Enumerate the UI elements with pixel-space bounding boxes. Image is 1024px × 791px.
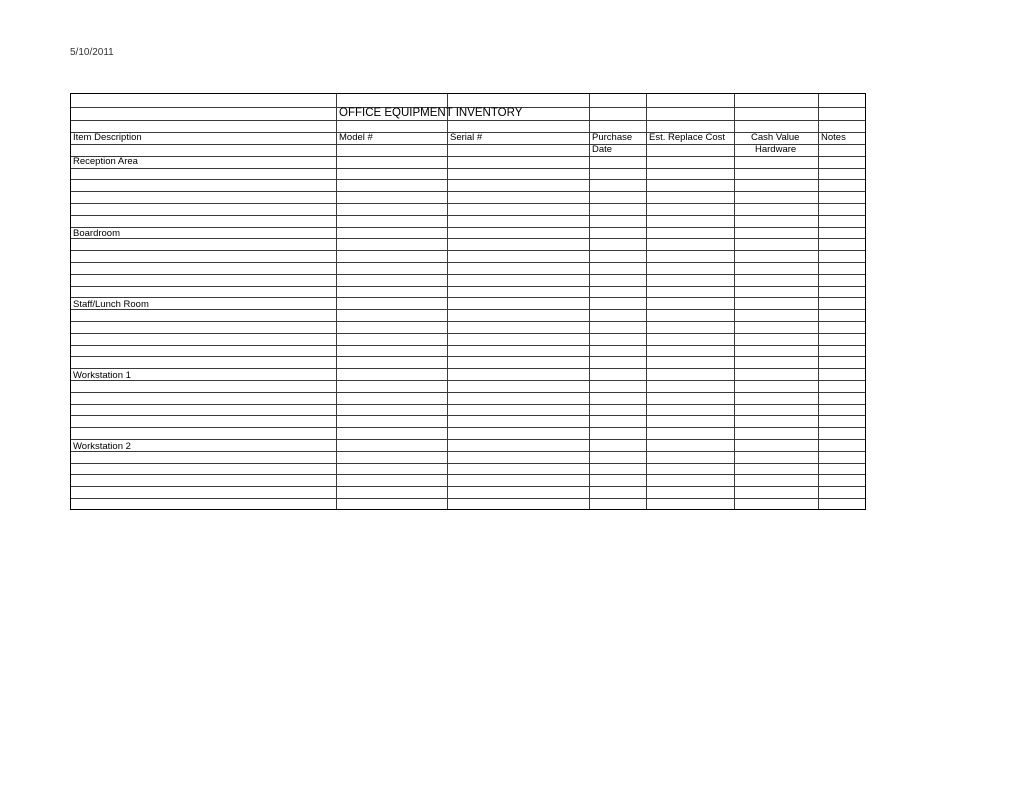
grid-row-line [71,356,865,357]
grid-row-line [71,215,865,216]
section-workstation-1: Workstation 1 [73,370,131,381]
section-boardroom: Boardroom [73,228,120,239]
header-cash-value-hardware: Hardware [755,144,797,155]
grid-row-line [71,392,865,393]
inventory-table [70,93,866,510]
grid-row-line [71,333,865,334]
header-cash-value: Cash Value [751,132,800,143]
grid-row-line [71,404,865,405]
table-title: OFFICE EQUIPMENT INVENTORY [339,107,523,119]
section-staff-lunch-room: Staff/Lunch Room [73,299,149,310]
grid-row-line [71,486,865,487]
grid-row-line [71,203,865,204]
grid-row-line [71,179,865,180]
grid-row-line [71,380,865,381]
grid-row-line [71,345,865,346]
grid-row-line [71,451,865,452]
grid-row-line [71,474,865,475]
grid-row-line [71,262,865,263]
grid-row-line [71,168,865,169]
grid-column-line [646,94,647,509]
grid-row-line [71,120,865,121]
grid-row-line [71,274,865,275]
print-date: 5/10/2011 [70,47,114,58]
grid-row-line [71,286,865,287]
table-grid [71,94,865,509]
grid-row-line [71,321,865,322]
header-replace-cost: Est. Replace Cost [649,132,726,143]
grid-row-line [71,250,865,251]
header-serial: Serial # [450,132,483,143]
grid-row-line [71,156,865,157]
grid-row-line [71,368,865,369]
header-notes: Notes [821,132,846,143]
grid-column-line [734,94,735,509]
grid-row-line [71,309,865,310]
header-purchase: Purchase [592,132,633,143]
grid-column-line [589,94,590,509]
grid-column-line [336,94,337,509]
grid-row-line [71,191,865,192]
header-purchase-date: Date [592,144,613,155]
grid-row-line [71,463,865,464]
grid-row-line [71,415,865,416]
grid-row-line [71,297,865,298]
grid-row-line [71,427,865,428]
header-item-description: Item Description [73,132,142,143]
grid-column-line [447,94,448,509]
grid-column-line [818,94,819,509]
section-reception-area: Reception Area [73,156,138,167]
section-workstation-2: Workstation 2 [73,441,131,452]
header-model: Model # [339,132,373,143]
grid-row-line [71,439,865,440]
grid-row-line [71,238,865,239]
grid-row-line [71,144,865,145]
grid-row-line [71,498,865,499]
grid-row-line [71,227,865,228]
